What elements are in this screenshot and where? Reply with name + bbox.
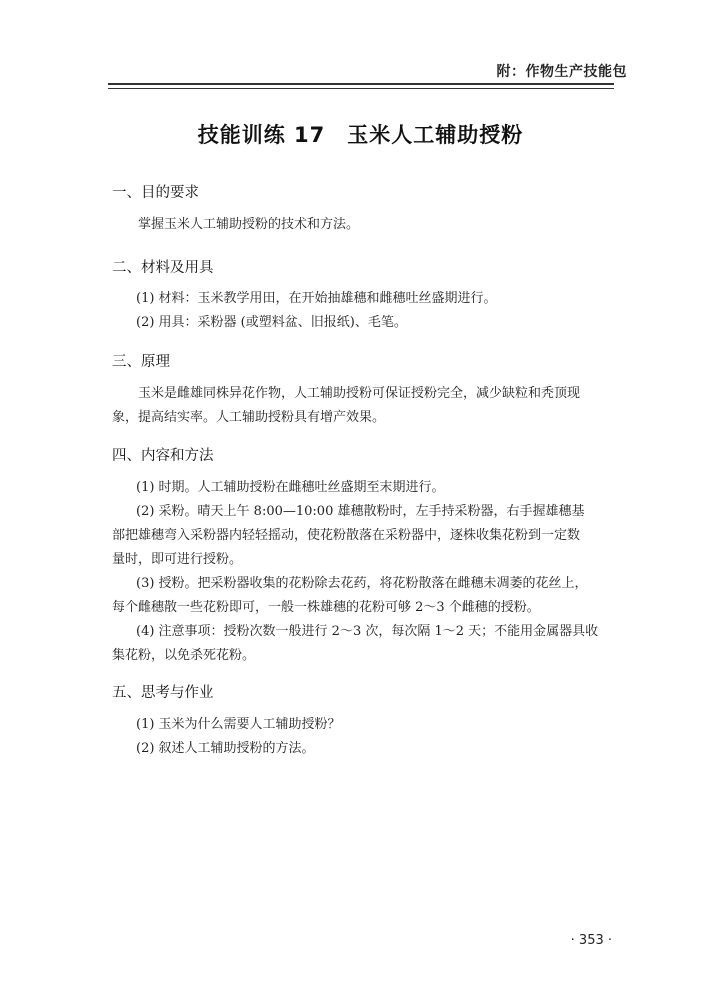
section-body-1 [112, 213, 609, 237]
body-line: 集花粉，以免杀死花粉。 [112, 648, 256, 663]
body-line: 玉米是雌雄同株异花作物，人工辅助授粉可保证授粉完全，减少缺粒和秃顶现 [138, 386, 581, 401]
title-text: 玉米人工辅助授粉 [347, 123, 524, 147]
title-number: 技能训练 17 [197, 123, 326, 147]
body-line: (1) 时期。人工辅助授粉在雌穗吐丝盛期至末期进行。 [136, 480, 445, 495]
section-heading-3: 三、原理 [112, 354, 170, 370]
page-number: · 353 · [570, 933, 612, 948]
body-line: 部把雄穗弯入采粉器内轻轻摇动，使花粉散落在采粉器中，逐株收集花粉到一定数 [112, 528, 581, 543]
section-heading-2: 二、材料及用具 [112, 260, 214, 276]
section-body-3 [112, 382, 609, 430]
header-rule-thin [108, 88, 614, 89]
section-body-4 [112, 476, 609, 668]
body-line: (3) 授粉。把采粉器收集的花粉除去花药，将花粉散落在雌穗未凋萎的花丝上， [136, 576, 588, 591]
body-line: 象，提高结实率。人工辅助授粉具有增产效果。 [112, 410, 386, 425]
section-body-2 [112, 287, 609, 335]
body-line: 每个雌穗散一些花粉即可，一般一株雄穗的花粉可够 2～3 个雌穗的授粉。 [112, 600, 540, 615]
body-line: (4) 注意事项：授粉次数一般进行 2～3 次，每次隔 1～2 天；不能用金属器具收 [136, 624, 599, 639]
body-line: (2) 采粉。晴天上午 8:00—10:00 雄穗散粉时，左手持采粉器，右手握雄穗基 [136, 504, 585, 519]
body-line: (2) 用具：采粉器 (或塑料盆、旧报纸)、毛笔。 [136, 315, 407, 330]
body-line: (1) 材料：玉米教学用田，在开始抽雄穗和雌穗吐丝盛期进行。 [136, 291, 497, 306]
body-line: (1) 玉米为什么需要人工辅助授粉？ [136, 717, 341, 732]
section-heading-5: 五、思考与作业 [112, 685, 214, 701]
body-line: 掌握玉米人工辅助授粉的技术和方法。 [138, 217, 360, 232]
header-rule-thick [108, 83, 614, 85]
running-header: 附：作物生产技能包 [496, 64, 627, 80]
page-title [0, 119, 721, 149]
body-line: (2) 叙述人工辅助授粉的方法。 [136, 741, 315, 756]
section-heading-1: 一、目的要求 [112, 185, 199, 201]
section-heading-4: 四、内容和方法 [112, 448, 214, 464]
section-body-5 [112, 713, 609, 761]
body-line: 量时，即可进行授粉。 [112, 552, 243, 567]
